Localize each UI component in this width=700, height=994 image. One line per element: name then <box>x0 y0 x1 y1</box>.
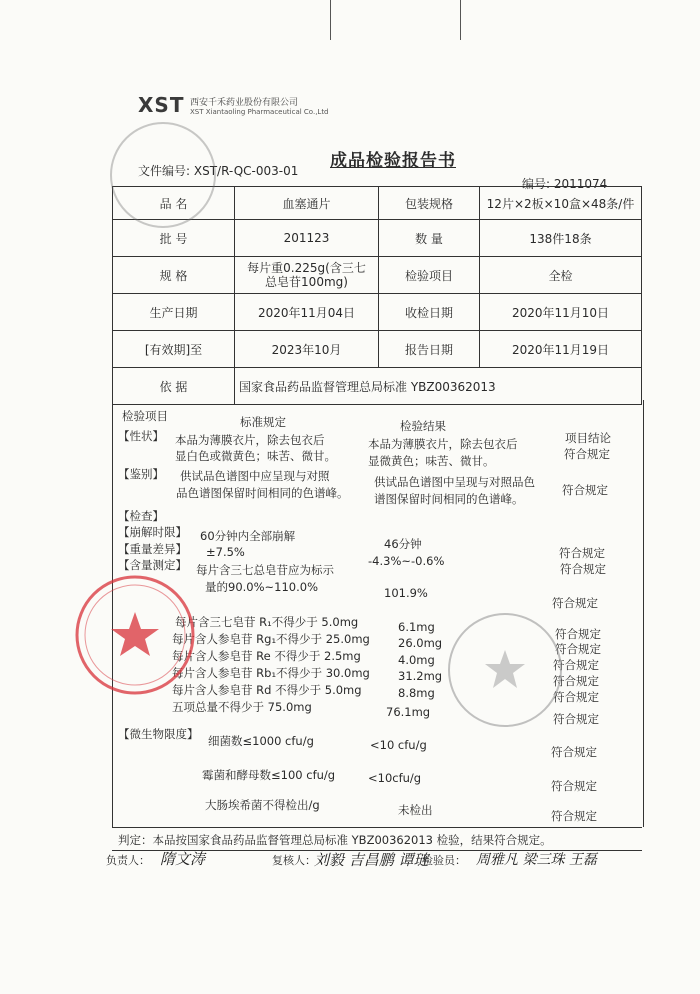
characteristics-conclusion: 符合规定 <box>564 447 610 461</box>
sample-date-value: 2020年11月10日 <box>480 294 642 331</box>
inspector-label: 检验员： <box>422 854 466 867</box>
table-row <box>113 368 642 405</box>
re-conclusion: 符合规定 <box>553 658 599 672</box>
assay-standard-1: 每片含三七总皂苷应为标示 <box>196 563 334 577</box>
header-conclusion: 项目结论 <box>565 431 611 445</box>
package-spec-value: 12片×2板×10盒×48条/件 <box>480 187 642 220</box>
bacteria-result: <10 cfu/g <box>370 738 427 752</box>
weight-variation-label: 【重量差异】 <box>118 542 187 556</box>
weight-variation-conclusion: 符合规定 <box>560 562 606 576</box>
scan-mark <box>460 0 461 40</box>
characteristics-standard-2: 显白色或微黄色；味苦、微甘。 <box>175 449 336 463</box>
product-name-value: 血塞通片 <box>235 187 379 220</box>
rb1-conclusion: 符合规定 <box>553 674 599 688</box>
report-number: 编号: 2011074 <box>522 177 608 191</box>
bacteria-standard: 细菌数≤1000 cfu/g <box>208 734 314 748</box>
identification-label: 【鉴别】 <box>118 467 164 481</box>
five-total-conclusion: 符合规定 <box>553 712 599 726</box>
expiry-value: 2023年10月 <box>235 331 379 368</box>
mold-yeast-standard: 霉菌和酵母数≤100 cfu/g <box>202 768 336 782</box>
mold-yeast-result: <10cfu/g <box>368 771 422 785</box>
quantity-value: 138件18条 <box>480 220 642 257</box>
spec-value <box>235 257 379 294</box>
assay-label: 【含量测定】 <box>118 558 187 572</box>
header-standard: 标准规定 <box>240 415 286 429</box>
grey-seal-stamp <box>440 610 570 740</box>
check-label: 【检查】 <box>118 509 164 523</box>
batch-value: 201123 <box>235 220 379 257</box>
spec-value-line1: 每片重0.225g(含三七 <box>247 261 366 275</box>
batch-label: 批 号 <box>113 220 235 257</box>
re-standard: 每片含人参皂苷 Re 不得少于 2.5mg <box>172 649 361 663</box>
identification-conclusion: 符合规定 <box>562 483 608 497</box>
disintegration-conclusion: 符合规定 <box>559 546 605 560</box>
company-logo: XST <box>138 93 185 117</box>
ecoli-conclusion: 符合规定 <box>551 809 597 823</box>
document-title: 成品检验报告书 <box>330 151 456 171</box>
report-date-value: 2020年11月19日 <box>480 331 642 368</box>
scan-mark <box>330 0 331 40</box>
rg1-conclusion: 符合规定 <box>555 642 601 656</box>
conclusion-text: 判定：本品按国家食品药品监督管理总局标准 YBZ00362013 检验，结果符合规定。 <box>118 833 552 847</box>
identification-result-1: 供试品色谱图中呈现与对照品色 <box>374 475 535 489</box>
weight-variation-result: -4.3%~-0.6% <box>368 554 445 568</box>
characteristics-standard-1: 本品为薄膜衣片，除去包衣后 <box>175 433 325 447</box>
identification-result-2: 谱图保留时间相同的色谱峰。 <box>374 492 524 506</box>
rb1-result: 31.2mg <box>398 669 443 683</box>
spec-label: 规 格 <box>113 257 235 294</box>
faded-seal-stamp <box>108 105 218 245</box>
characteristics-label: 【性状】 <box>118 429 164 443</box>
five-total-result: 76.1mg <box>386 705 431 719</box>
inspector-signature: 周雅凡 梁三珠 王磊 <box>476 852 597 868</box>
rd-standard: 每片含人参皂苷 Rd 不得少于 5.0mg <box>172 683 362 697</box>
rg1-standard: 每片含人参皂苷 Rg₁不得少于 25.0mg <box>172 632 370 646</box>
characteristics-result-1: 本品为薄膜衣片，除去包衣后 <box>368 437 518 451</box>
reviewer-signature: 刘毅 吉昌鹏 谭琏 <box>314 851 429 869</box>
five-total-standard: 五项总量不得少于 75.0mg <box>172 700 312 714</box>
mold-yeast-conclusion: 符合规定 <box>551 779 597 793</box>
production-date-label: 生产日期 <box>113 294 235 331</box>
disintegration-result: 46分钟 <box>384 537 422 551</box>
disintegration-label: 【崩解时限】 <box>118 525 187 539</box>
header-item: 检验项目 <box>122 409 168 423</box>
assay-result: 101.9% <box>384 586 428 600</box>
table-row <box>113 331 642 368</box>
microbial-label: 【微生物限度】 <box>118 727 199 741</box>
inspection-item-label: 检验项目 <box>379 257 480 294</box>
table-row <box>113 257 642 294</box>
re-result: 4.0mg <box>398 653 435 667</box>
identification-standard-1: 供试品色谱图中应呈现与对照 <box>180 469 330 483</box>
production-date-value: 2020年11月04日 <box>235 294 379 331</box>
weight-variation-standard: ±7.5% <box>206 545 245 559</box>
rg1-result: 26.0mg <box>398 636 443 650</box>
company-name-cn: 西安千禾药业股份有限公司 <box>190 98 299 108</box>
rd-result: 8.8mg <box>398 686 435 700</box>
ecoli-result: 未检出 <box>398 803 433 817</box>
reviewer-label: 复核人： <box>272 854 316 867</box>
sample-date-label: 收检日期 <box>379 294 480 331</box>
assay-conclusion: 符合规定 <box>552 596 598 610</box>
disintegration-standard: 60分钟内全部崩解 <box>200 529 296 543</box>
red-seal-stamp <box>70 570 200 700</box>
responsible-signature: 隋文涛 <box>160 850 206 868</box>
bacteria-conclusion: 符合规定 <box>551 745 597 759</box>
r1-conclusion: 符合规定 <box>555 627 601 641</box>
characteristics-result-2: 显微黄色；味苦、微甘。 <box>368 454 495 468</box>
header-result: 检验结果 <box>400 419 446 433</box>
package-spec-label: 包装规格 <box>379 187 480 220</box>
responsible-label: 负责人： <box>106 854 150 867</box>
basis-value: 国家食品药品监督管理总局标准 YBZ00362013 <box>235 368 642 405</box>
file-number: 文件编号: XST/R-QC-003-01 <box>138 164 299 178</box>
r1-result: 6.1mg <box>398 620 435 634</box>
company-name-en: XST Xiantaoling Pharmaceutical Co.,Ltd <box>190 108 329 116</box>
expiry-label: [有效期]至 <box>113 331 235 368</box>
ecoli-standard: 大肠埃希菌不得检出/g <box>205 798 320 812</box>
product-name-label: 品 名 <box>113 187 235 220</box>
identification-standard-2: 品色谱图保留时间相同的色谱峰。 <box>176 486 349 500</box>
spec-value-line2: 总皂苷100mg) <box>265 275 348 289</box>
inspection-item-value: 全检 <box>480 257 642 294</box>
rb1-standard: 每片含人参皂苷 Rb₁不得少于 30.0mg <box>172 666 370 680</box>
quantity-label: 数 量 <box>379 220 480 257</box>
assay-standard-2: 量的90.0%~110.0% <box>205 580 319 594</box>
rd-conclusion: 符合规定 <box>553 690 599 704</box>
report-date-label: 报告日期 <box>379 331 480 368</box>
r1-standard: 每片含三七皂苷 R₁不得少于 5.0mg <box>175 615 359 629</box>
basis-label: 依 据 <box>113 368 235 405</box>
table-row <box>113 294 642 331</box>
